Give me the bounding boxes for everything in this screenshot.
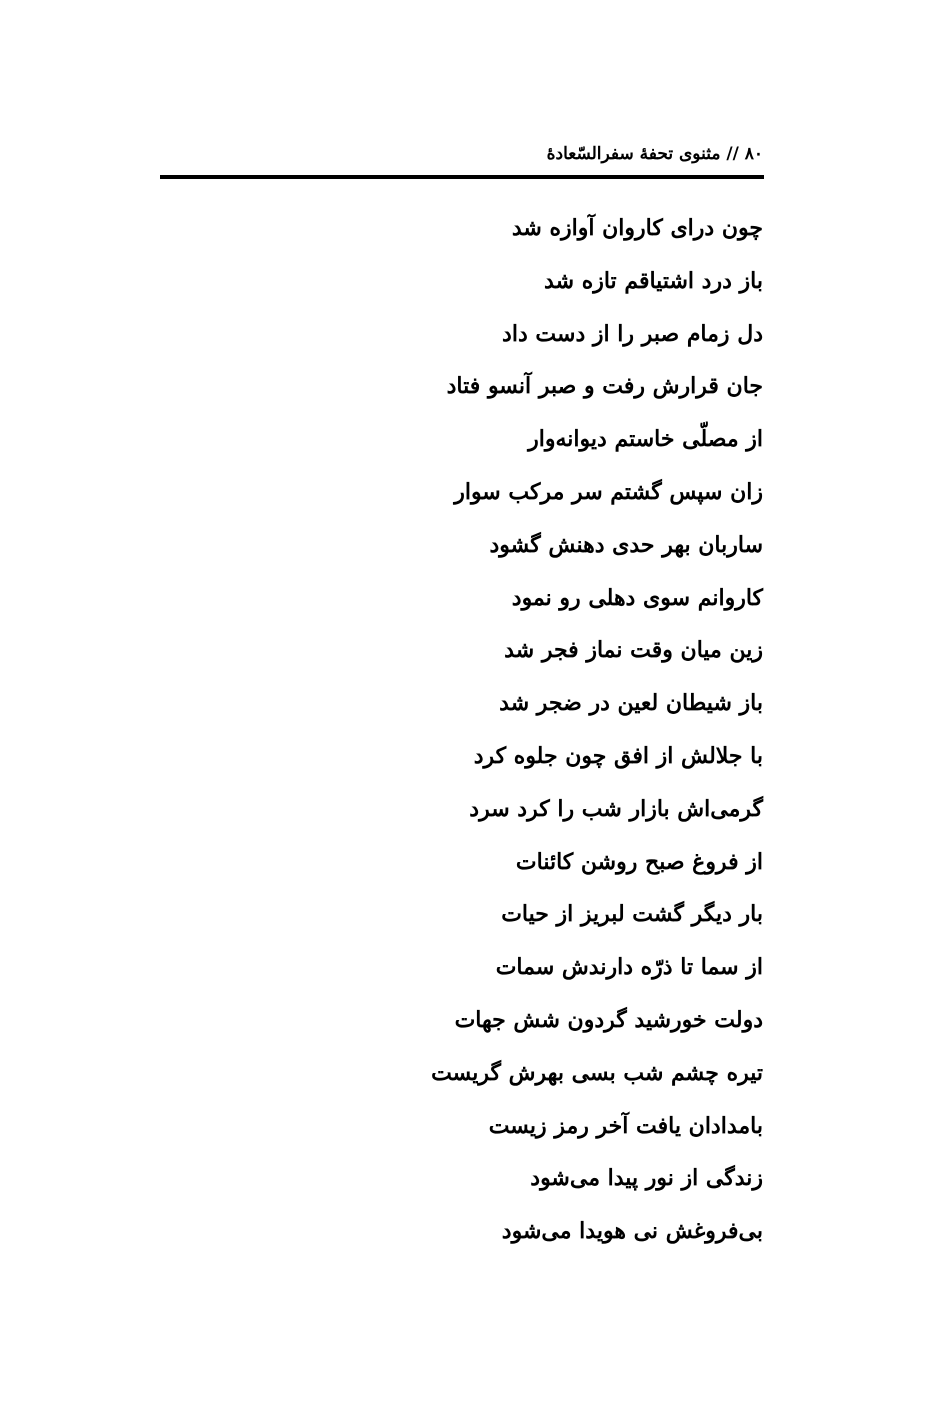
header-rule — [160, 175, 764, 179]
verse-line: چون درای کاروان آوازه شد — [511, 215, 763, 241]
poem-verses — [380, 206, 763, 1262]
verse-line: دل زمام صبر را از دست داد — [502, 320, 763, 347]
verse-line: گرمی‌اش بازار شب را کرد سرد — [469, 795, 763, 822]
book-title: مثنوی تحفهٔ سفرالسّعادهٔ — [546, 144, 721, 164]
page-number: ۸۰ — [744, 144, 763, 164]
verse-line: جان قرارش رفت و صبر آنسو فتاد — [446, 373, 763, 400]
verse-line: زندگی از نور پیدا می‌شود — [530, 1165, 763, 1192]
verse-line: تیره چشم شب بسی بهرش گریست — [431, 1059, 763, 1086]
verse-line: از سما تا ذرّه دارندش سمات — [495, 954, 763, 981]
verse-line: باز درد اشتیاقم تازه شد — [544, 267, 763, 294]
verse-line: بامدادان یافت آخر رمز زیست — [488, 1112, 763, 1139]
running-header — [160, 140, 763, 168]
verse-line: دولت خورشید گردون شش جهات — [454, 1006, 763, 1033]
verse-line: با جلالش از افق چون جلوه کرد — [473, 742, 763, 769]
verse-line: باز شیطان لعین در ضجر شد — [499, 690, 763, 717]
verse-line: کاروانم سوی دهلی رو نمود — [511, 584, 763, 611]
header-separator: // — [726, 144, 739, 164]
verse-line: از مصلّی خاستم دیوانه‌وار — [528, 426, 763, 453]
verse-line: ساربان بهر حدی دهنش گشود — [489, 531, 763, 558]
verse-line: از فروغ صبح روشن کائنات — [515, 848, 763, 875]
verse-line: زان سپس گشتم سر مرکب سوار — [454, 478, 763, 505]
verse-line: بار دیگر گشت لبریز از حیات — [501, 901, 763, 928]
verse-line: بی‌فروغش نی هویدا می‌شود — [501, 1218, 763, 1245]
verse-line: زین میان وقت نماز فجر شد — [504, 637, 763, 664]
